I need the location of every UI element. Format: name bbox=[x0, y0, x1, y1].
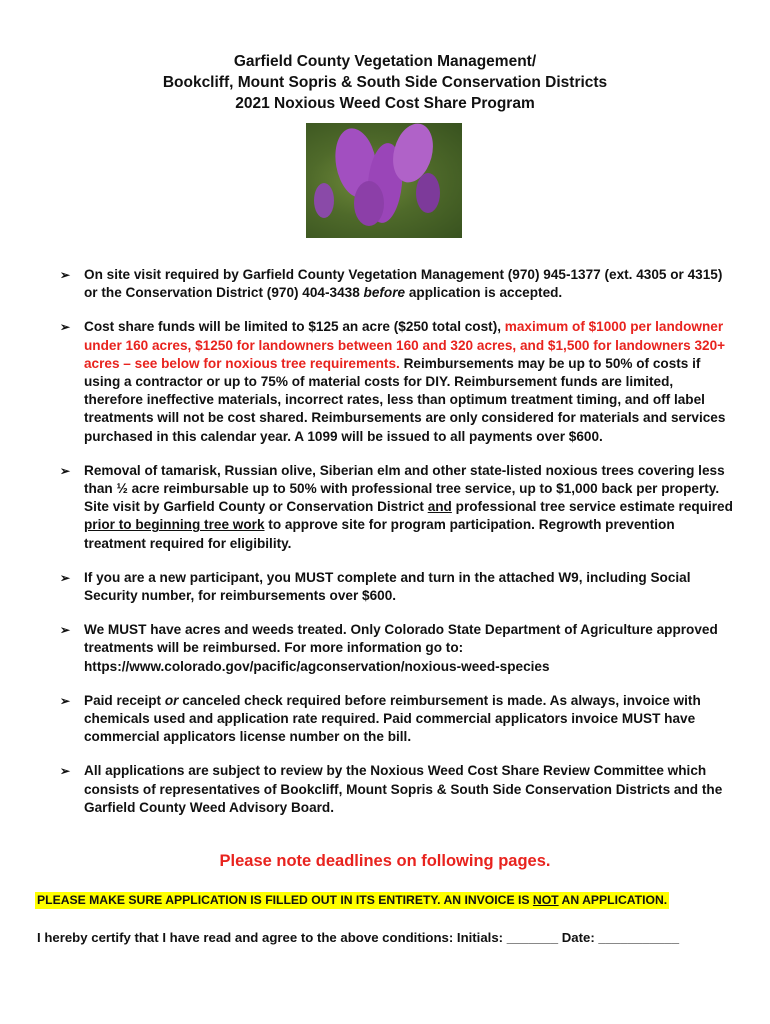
condition-tree-removal: ➢ Removal of tamarisk, Russian olive, Siberian elm and other state-listed noxious trees covering less than ½ acre reimbursable up to 50% with professional tree service, up to $1,000 back per property. Site visit by Garfield County or Conservation District and professional tree service estimate required prior to beginning tree work to approve site for program participation. Regrowth prevention treatment required for eligibility. bbox=[60, 462, 733, 551]
arrow-bullet-icon: ➢ bbox=[60, 693, 71, 708]
arrow-bullet-icon: ➢ bbox=[60, 463, 71, 478]
condition-review-committee: ➢ All applications are subject to review by the Noxious Weed Cost Share Review Committee which consists of representatives of Bookcliff, Mount Sopris & South Side Conservation Districts and the Garfield County Weed Advisory Board. bbox=[60, 763, 723, 815]
arrow-bullet-icon: ➢ bbox=[60, 623, 71, 638]
document-title bbox=[0, 51, 770, 114]
arrow-bullet-icon: ➢ bbox=[60, 570, 71, 585]
arrow-bullet-icon: ➢ bbox=[60, 764, 71, 779]
title-line-1: Garfield County Vegetation Management/ bbox=[233, 53, 537, 70]
flower-spike bbox=[354, 181, 384, 226]
purple-loosestrife-flower-photo bbox=[306, 123, 462, 238]
application-warning: PLEASE MAKE SURE APPLICATION IS FILLED OUT IN ITS ENTIRETY. AN INVOICE IS NOT AN APPLICATION. bbox=[37, 893, 668, 907]
maximum-amounts-text: maximum of $1000 per landowner under 160 acres, $1250 for landowners between 160 and 320 acres, and $1,500 for landowners 320+ acres – see below for noxious tree requirements. bbox=[84, 319, 726, 371]
flower-spike bbox=[416, 173, 440, 213]
condition-receipts: ➢ Paid receipt or canceled check required before reimbursement is made. As always, invoice with chemicals used and application rate required. Paid commercial applicators invoice MUST have commercial applicators license number on the bill. bbox=[60, 692, 701, 745]
condition-cost-share-limits: ➢ Cost share funds will be limited to $125 an acre ($250 total cost), maximum of $1000 per landowner under 160 acres, $1250 for landowners between 160 and 320 acres, and $1,500 for landowners 320+ acres – see below for noxious tree requirements. Reimbursements may be up to 50% of costs if using a contractor or up to 75% of material costs for DIY. Reimbursement funds are limited, therefore ineffective materials, incorrect rates, less than optimum treatment timing, and off label treatments will not be cost shared. Reimbursements are only considered for materials and services purchased in this calendar year. A 1099 will be issued to all payments over $600. bbox=[60, 319, 726, 444]
certification-line: I hereby certify that I have read and agree to the above conditions: Initials: _______ Date: ___________ bbox=[37, 930, 680, 945]
title-line-3: 2021 Noxious Weed Cost Share Program bbox=[235, 95, 535, 112]
title-line-2: Bookcliff, Mount Sopris & South Side Conservation Districts bbox=[162, 74, 608, 91]
condition-w9: ➢ If you are a new participant, you MUST complete and turn in the attached W9, including Social Security number, for reimbursements over $600. bbox=[60, 569, 691, 604]
condition-site-visit: ➢ On site visit required by Garfield County Vegetation Management (970) 945-1377 (ext. 4305 or 4315) or the Conservation District (970) 404-3438 before application is accepted. bbox=[60, 267, 723, 301]
deadline-note: Please note deadlines on following pages. bbox=[219, 852, 551, 870]
flower-spike bbox=[314, 183, 334, 218]
conditions-list bbox=[60, 266, 735, 833]
condition-approved-treatments: ➢ We MUST have acres and weeds treated. Only Colorado State Department of Agriculture approved treatments will be reimbursed. For more information go to: https://www.colorado.gov/pacific/agconservation/noxious-weed-species bbox=[60, 622, 718, 674]
arrow-bullet-icon: ➢ bbox=[60, 320, 71, 335]
arrow-bullet-icon: ➢ bbox=[60, 268, 71, 282]
